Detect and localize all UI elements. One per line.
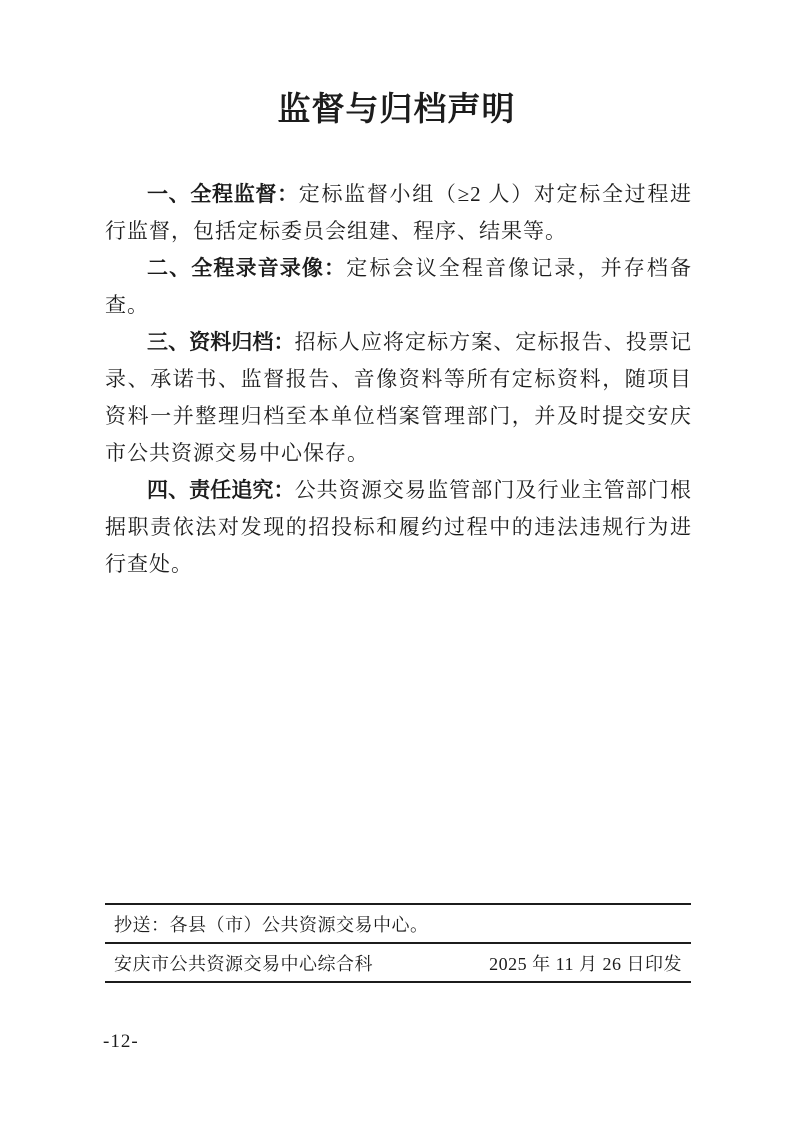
- document-footer: [105, 903, 691, 983]
- paragraph-text: 定标监督小组（≥2 人）对定标全过程进行监督，包括定标委员会组建、程序、结果等。: [105, 182, 693, 243]
- print-date: 2025 年 11 月 26 日印发: [489, 953, 682, 974]
- paragraph-label: 三、资料归档：: [147, 331, 295, 354]
- paragraph-accountability: [105, 472, 692, 583]
- paragraph-text: 公共资源交易监管部门及行业主管部门根据职责依法对发现的招投标和履约过程中的违法违规行为进行查处。: [105, 478, 693, 576]
- paragraph-text: 招标人应将定标方案、定标报告、投票记录、承诺书、监督报告、音像资料等所有定标资料，随项目资料一并整理归档至本单位档案管理部门，并及时提交安庆市公共资源交易中心保存。: [105, 330, 693, 465]
- paragraph-label: 一、全程监督：: [147, 183, 299, 206]
- cc-text: 抄送：各县（市）公共资源交易中心。: [114, 914, 429, 935]
- paragraph-archiving: [105, 324, 692, 472]
- paragraph-label: 四、责任追究：: [147, 479, 295, 502]
- page-title: 监督与归档声明: [277, 92, 516, 128]
- cc-row: [105, 905, 691, 944]
- paragraph-full-supervision: [105, 176, 692, 250]
- page-number: -12-: [103, 1031, 139, 1052]
- issuing-office: 安庆市公共资源交易中心综合科: [114, 953, 373, 974]
- document-body: [105, 176, 692, 583]
- paragraph-audio-video-recording: [105, 250, 692, 324]
- paragraph-label: 二、全程录音录像：: [147, 257, 347, 280]
- issue-row: [105, 944, 691, 981]
- paragraph-text: 定标会议全程音像记录，并存档备查。: [105, 256, 693, 317]
